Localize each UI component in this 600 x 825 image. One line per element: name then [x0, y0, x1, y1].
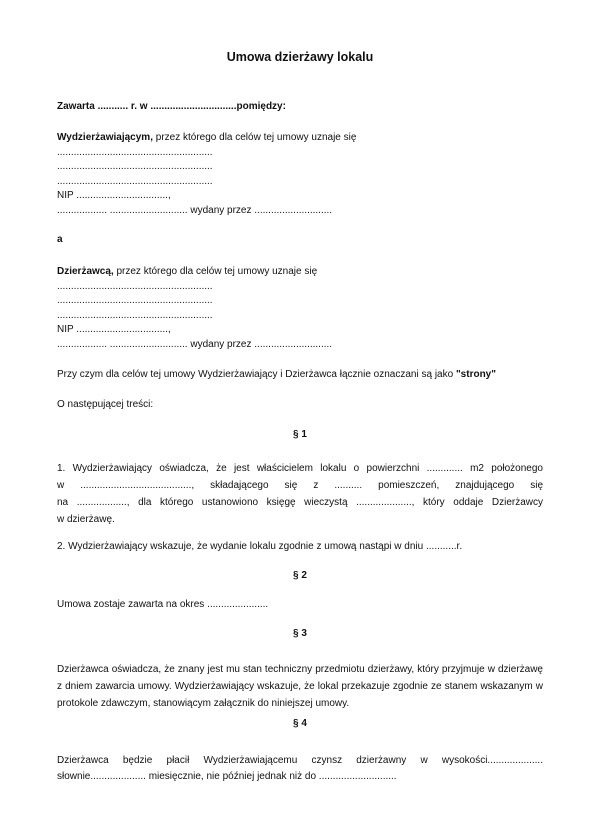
section-1-paragraph-1	[57, 460, 543, 528]
id-issued-line: .................. ............................ wydany przez ............................	[57, 338, 333, 350]
joint-clause-text: Przy czym dla celów tej umowy Wydzierżawiający i Dzierżawca łącznie oznaczani są jako	[57, 369, 456, 380]
paragraph-line: słownie.................... miesięcznie, nie później jednak niż do ............................	[57, 770, 397, 782]
party-lessee-heading-rest: przez którego dla celów tej umowy uznaje się	[113, 266, 318, 277]
section-4-paragraph	[57, 753, 543, 785]
party-lessee-name: Dzierżawcą,	[57, 266, 114, 277]
parties-joint-clause	[57, 368, 543, 382]
paragraph-line: na .................., dla którego ustanowiono księgę wieczystą ...................., który oddaje Dzierżawcy	[57, 497, 543, 508]
section-2-heading: § 2	[293, 569, 307, 581]
section-2-paragraph: Umowa zostaje zawarta na okres ......................	[57, 598, 269, 610]
id-issued-line: .................. ............................ wydany przez ............................	[57, 204, 333, 216]
party-lessor-heading	[57, 131, 543, 146]
section-3-paragraph	[57, 661, 543, 712]
party-lessee-heading	[57, 265, 543, 280]
joint-clause-strony: "strony"	[455, 369, 496, 380]
dotted-fill-line: ........................................................	[57, 309, 213, 321]
intro-line: Zawarta ........... r. w ...............................pomiędzy:	[57, 101, 286, 112]
section-3-heading: § 3	[293, 627, 307, 639]
content-intro: O następującej treści:	[57, 399, 154, 410]
section-1-heading: § 1	[293, 429, 307, 440]
section-4-heading: § 4	[293, 717, 307, 729]
document-title: Umowa dzierżawy lokalu	[226, 50, 374, 64]
dotted-fill-line: ........................................................	[57, 280, 213, 292]
party-lessor-heading-rest: przez którego dla celów tej umowy uznaje się	[152, 132, 357, 143]
paragraph-line: protokole zdawczym, stanowiącym załącznik do niniejszej umowy.	[57, 697, 350, 709]
dotted-fill-line: ........................................................	[57, 161, 213, 172]
party-lessor-block	[57, 131, 543, 218]
nip-line: NIP .................................,	[57, 190, 171, 201]
paragraph-line: Dzierżawca będzie płacił Wydzierżawiającemu czynsz dzierżawny w wysokości....................	[57, 754, 543, 766]
dotted-fill-line: ........................................................	[57, 295, 213, 306]
paragraph-line: 1. Wydzierżawiający oświadcza, że jest właścicielem lokalu o powierzchni ............. m2 położonego	[57, 463, 543, 474]
party-lessee-block	[57, 265, 543, 352]
paragraph-line: w dzierżawę.	[57, 514, 115, 525]
connector-a: a	[57, 234, 63, 245]
paragraph-line: z dniem zawarcia umowy. Wydzierżawiający wskazuje, że lokal przekazuje zgodnie ze stanem wskazanym w	[57, 680, 543, 692]
paragraph-line: w ........................................, składającego się z .......... pomieszczeń, znajdującego się	[57, 480, 543, 491]
dotted-fill-line: ........................................................	[57, 146, 213, 158]
paragraph-line: Dzierżawca oświadcza, że znany jest mu stan techniczny przedmiotu dzierżawy, który przyjmuje w dzierżawę	[57, 663, 543, 675]
party-lessor-name: Wydzierżawiającym,	[57, 132, 153, 143]
nip-line: NIP .................................,	[57, 324, 171, 335]
section-1-paragraph-2: 2. Wydzierżawiający wskazuje, że wydanie lokalu zgodnie z umową nastąpi w dniu ...........r.	[57, 541, 463, 552]
dotted-fill-line: ........................................................	[57, 175, 213, 187]
